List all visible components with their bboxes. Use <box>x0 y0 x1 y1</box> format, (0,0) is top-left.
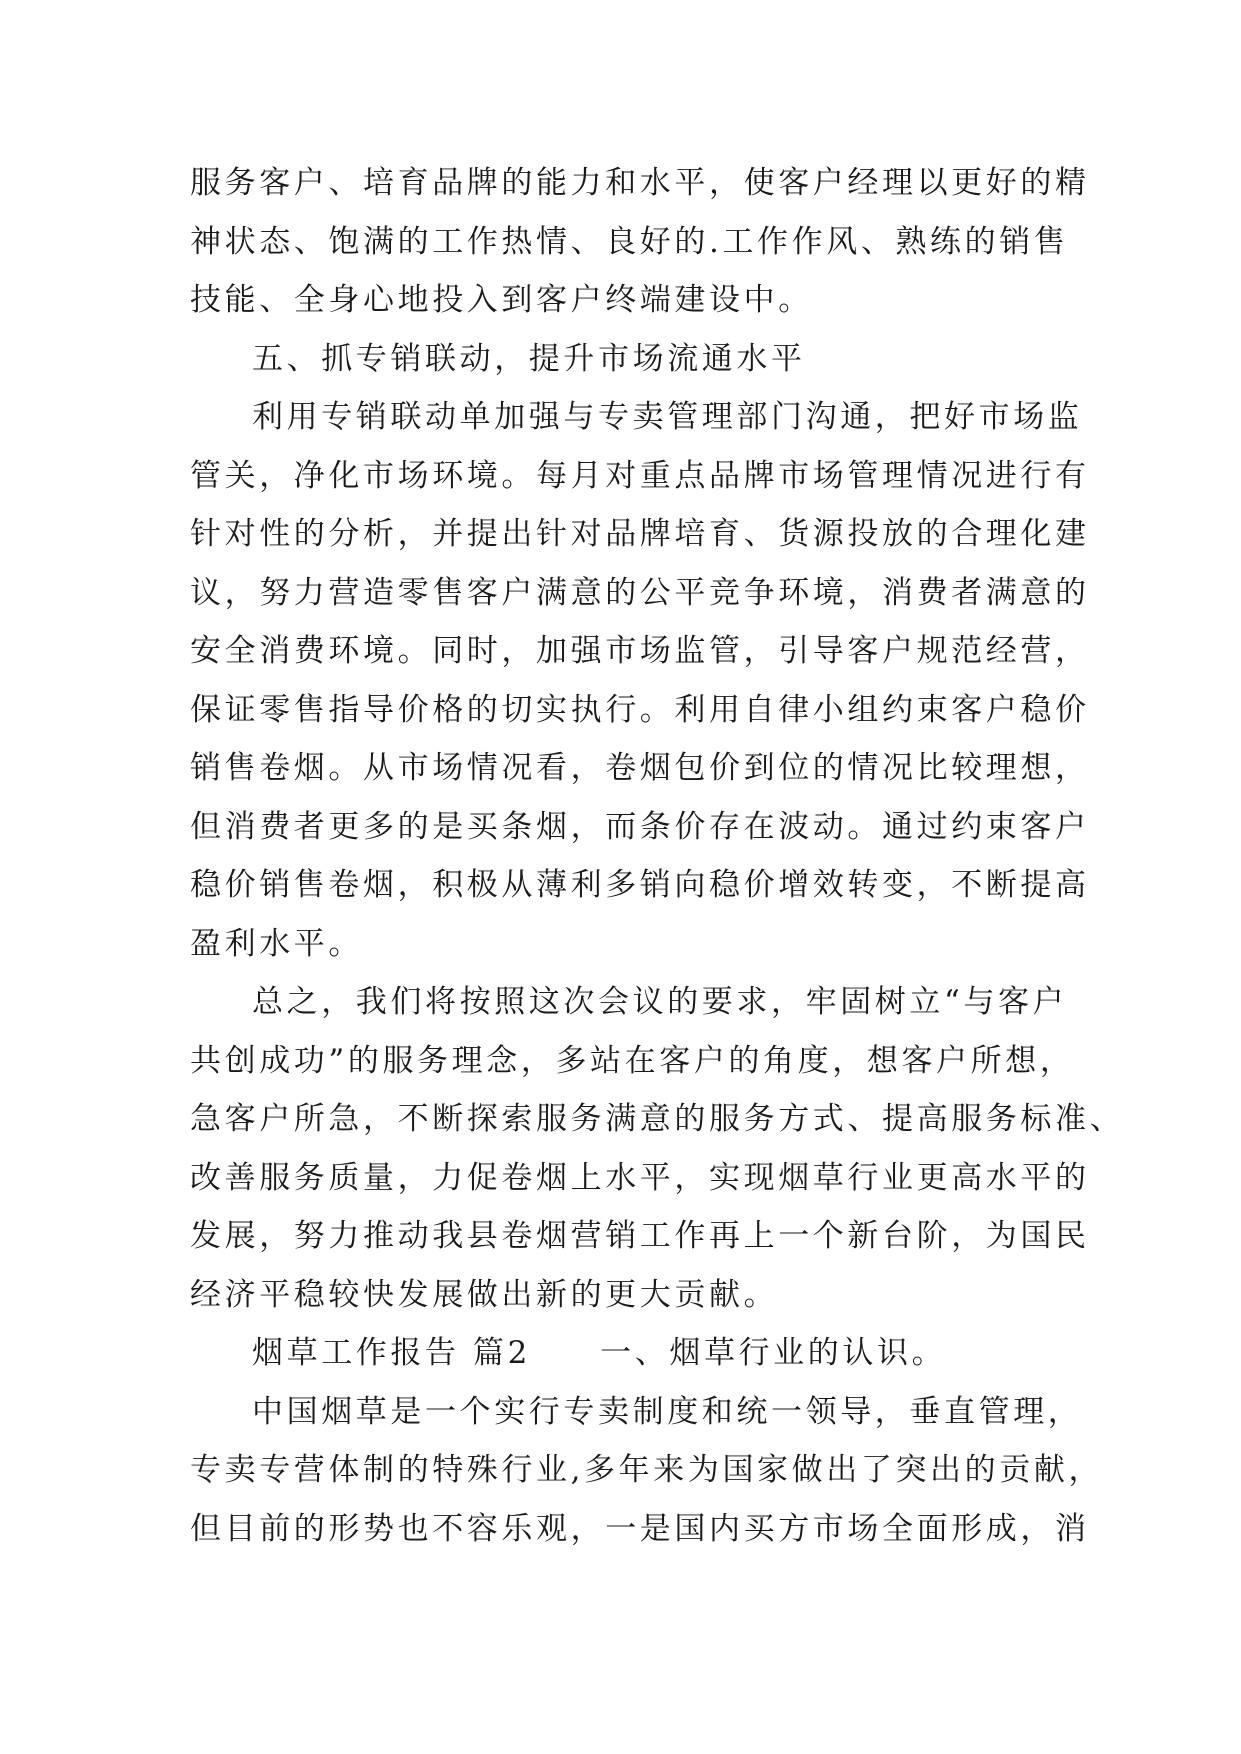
section-heading: 五、抓专销联动，提升市场流通水平 <box>252 340 806 377</box>
text-line: 安全消费环境。同时，加强市场监管，引导客户规范经营， <box>190 633 1090 669</box>
text-line: 技能、全身心地投入到客户终端建设中。 <box>190 282 813 318</box>
text-line: 神状态、饱满的工作热情、良好的.工作作风、熟练的销售 <box>190 223 1069 260</box>
text-line: 议，努力营造零售客户满意的公平竞争环境，消费者满意的 <box>190 574 1090 611</box>
text-line: 销售卷烟。从市场情况看，卷烟包价到位的情况比较理想， <box>190 750 1090 786</box>
text-line: 专卖专营体制的特殊行业,多年来为国家做出了突出的贡献， <box>190 1452 1104 1488</box>
text-line: 共创成功”的服务理念，多站在客户的角度，想客户所想， <box>190 1042 1075 1079</box>
text-line: 但目前的形势也不容乐观，一是国内买方市场全面形成，消 <box>190 1510 1090 1547</box>
text-line: 急客户所急，不断探索服务满意的服务方式、提高服务标准、 <box>190 1101 1125 1137</box>
text-line: 保证零售指导价格的切实执行。利用自律小组约束客户稳价 <box>190 691 1090 728</box>
text-line: 但消费者更多的是买条烟，而条价存在波动。通过约束客户 <box>190 808 1090 845</box>
text-line: 管关，净化市场环境。每月对重点品牌市场管理情况进行有 <box>190 457 1090 494</box>
text-line: 盈利水平。 <box>190 925 363 962</box>
report-title-line: 烟草工作报告 篇2 一、烟草行业的认识。 <box>252 1335 947 1371</box>
text-line: 针对性的分析，并提出针对品牌培育、货源投放的合理化建 <box>190 516 1090 552</box>
text-line: 稳价销售卷烟，积极从薄利多销向稳价增效转变，不断提高 <box>190 867 1090 903</box>
text-line: 中国烟草是一个实行专卖制度和统一领导，垂直管理， <box>252 1393 1083 1430</box>
text-line: 发展，努力推动我县卷烟营销工作再上一个新台阶，为国民 <box>190 1218 1090 1254</box>
text-line: 经济平稳较快发展做出新的更大贡献。 <box>190 1276 779 1313</box>
text-line: 服务客户、培育品牌的能力和水平，使客户经理以更好的精 <box>190 165 1090 201</box>
document-page <box>190 154 1125 1558</box>
text-line: 改善服务质量，力促卷烟上水平，实现烟草行业更高水平的 <box>190 1159 1090 1196</box>
text-line: 利用专销联动单加强与专卖管理部门沟通，把好市场监 <box>252 399 1083 435</box>
text-line: 总之，我们将按照这次会议的要求，牢固树立“与客户 <box>252 984 1068 1020</box>
